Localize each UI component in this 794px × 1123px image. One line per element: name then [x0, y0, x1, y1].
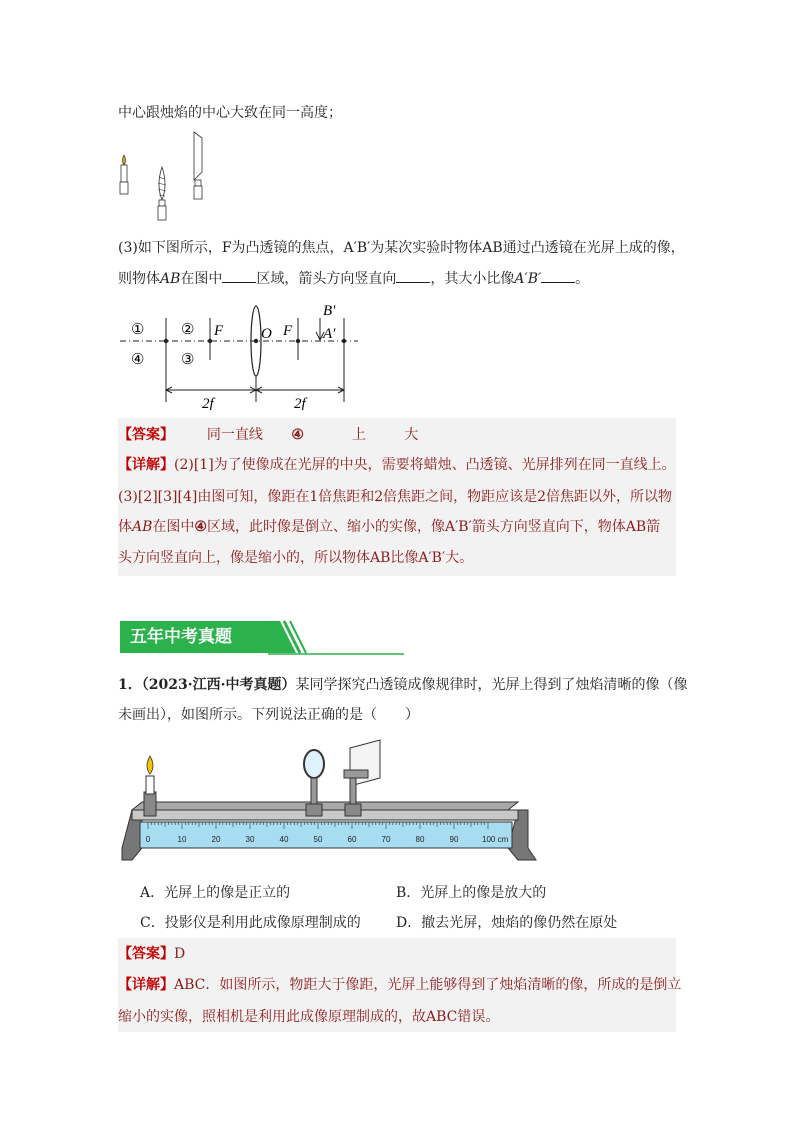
b-prime-label: B′	[323, 303, 336, 319]
q1-source: （2023·江西·中考真题）	[141, 677, 296, 693]
candle-holder	[144, 756, 156, 816]
ruler-tick-label: 0	[145, 835, 151, 844]
distance-left-label: 2f	[202, 396, 214, 410]
q3-text-c: 区域，箭头方向竖直向	[256, 271, 397, 287]
answer-1-row	[118, 425, 418, 445]
q1-line2: 未画出），如图所示。下列说法正确的是（ ）	[118, 707, 419, 723]
ruler-tick-label: 50	[313, 835, 323, 844]
answer-item-2: ④	[291, 427, 304, 443]
detail-2-text1: ABC．如图所示，物距大于像距，光屏上能够得到了烛焰清晰的像，所成的是倒立	[174, 977, 682, 993]
intro-text: 中心跟烛焰的中心大致在同一高度；	[118, 105, 342, 121]
blank-2	[396, 268, 430, 283]
section-title: 五年中考真题	[120, 621, 280, 653]
ruler-tick-label: 40	[279, 835, 289, 844]
region-2-label: ②	[181, 322, 195, 338]
detail-2-line2: 缩小的实像，照相机是利用此成像原理制成的，故ABC错误。	[118, 1009, 500, 1025]
lens-holder	[304, 750, 324, 816]
focus-right-label: F	[283, 323, 293, 339]
lens-diagram	[118, 298, 368, 410]
ruler-tick-label: 80	[415, 835, 425, 844]
ruler-tick-label: 30	[245, 835, 255, 844]
answer-2-label: 【答案】	[118, 946, 174, 962]
answer-item-4: 大	[404, 427, 419, 443]
choice-c[interactable]: C．投影仪是利用此成像原理制成的	[140, 915, 361, 931]
q1-stem1: 某同学探究凸透镜成像规律时，光屏上得到了烛焰清晰的像（像	[295, 677, 688, 693]
candle-flame-icon	[147, 756, 153, 774]
detail-2-line1	[118, 975, 681, 995]
ruler-tick-label: 90	[449, 835, 459, 844]
distance-right-label: 2f	[294, 396, 306, 410]
candle-icon	[120, 155, 128, 194]
q3-line2	[118, 268, 589, 289]
answer-2-value: D	[174, 946, 186, 962]
blank-1	[222, 268, 256, 283]
flame-object-icon	[158, 167, 166, 220]
detail-region-mark: ④	[194, 519, 207, 535]
detail-1-text1: (2)[1]为了使像成在光屏的中央，需要将蜡烛、凸透镜、光屏排列在同一直线上。	[174, 457, 676, 473]
a-prime-label: A′	[323, 326, 336, 342]
q1-number: 1．	[118, 677, 142, 693]
choice-a[interactable]: A．光屏上的像是正立的	[140, 885, 291, 901]
choice-b[interactable]: B．光屏上的像是放大的	[396, 885, 547, 901]
ruler-tick-label: 100 cm	[482, 835, 509, 844]
detail-2-label: 【详解】	[118, 977, 174, 993]
detail-1-line3	[118, 517, 660, 537]
answer-label: 【答案】	[118, 427, 174, 443]
q3-image-ab: A′B′	[514, 271, 542, 287]
q1-line1	[118, 675, 687, 695]
q3-text-a: 则物体	[118, 271, 160, 287]
q3-text-e: 。	[575, 271, 590, 287]
q3-ab: AB	[160, 271, 181, 287]
apparatus-figure	[114, 130, 214, 226]
optical-center-label: O	[261, 326, 272, 342]
ruler-tick-label: 10	[177, 835, 187, 844]
ruler-tick-label: 60	[347, 835, 357, 844]
region-1-label: ①	[131, 322, 145, 338]
ruler-tick-label: 70	[381, 835, 391, 844]
answer-item-1: 同一直线	[206, 427, 263, 443]
detail-text-b: 在图中	[152, 519, 195, 535]
q3-text-b: 在图中	[180, 271, 223, 287]
answer-2-row	[118, 944, 185, 964]
screen-icon	[194, 132, 202, 199]
lens-icon	[304, 750, 324, 778]
answer-item-3: 上	[351, 427, 366, 443]
section-title-decoration	[268, 619, 408, 657]
q3-line1: (3)如下图所示，F为凸透镜的焦点，A′B′为某次实验时物体AB通过凸透镜在光屏上成的像，	[118, 240, 685, 256]
blank-3	[541, 268, 575, 283]
detail-1-line1	[118, 455, 676, 475]
optical-bench-figure	[118, 738, 538, 870]
detail-text-a: 体	[118, 519, 132, 535]
region-4-label: ④	[131, 352, 145, 368]
detail-1-line4: 头方向竖直向上，像是缩小的，所以物体AB比像A′B′大。	[118, 550, 474, 566]
detail-ab: AB	[132, 519, 153, 535]
ruler-tick-label: 20	[211, 835, 221, 844]
region-3-label: ③	[181, 352, 195, 368]
detail-label: 【详解】	[118, 457, 174, 473]
q3-text-d: ，其大小比像	[430, 271, 515, 287]
choice-d[interactable]: D．撤去光屏，烛焰的像仍然在原处	[396, 915, 618, 931]
detail-text-c: 区域，此时像是倒立、缩小的实像，像A′B′箭头方向竖直向下，物体AB箭	[206, 519, 661, 535]
focus-left-label: F	[214, 323, 224, 339]
detail-1-line2: (3)[2][3][4]由图可知，像距在1倍焦距和2倍焦距之间，物距应该是2倍焦距以外，所以物	[118, 489, 673, 505]
